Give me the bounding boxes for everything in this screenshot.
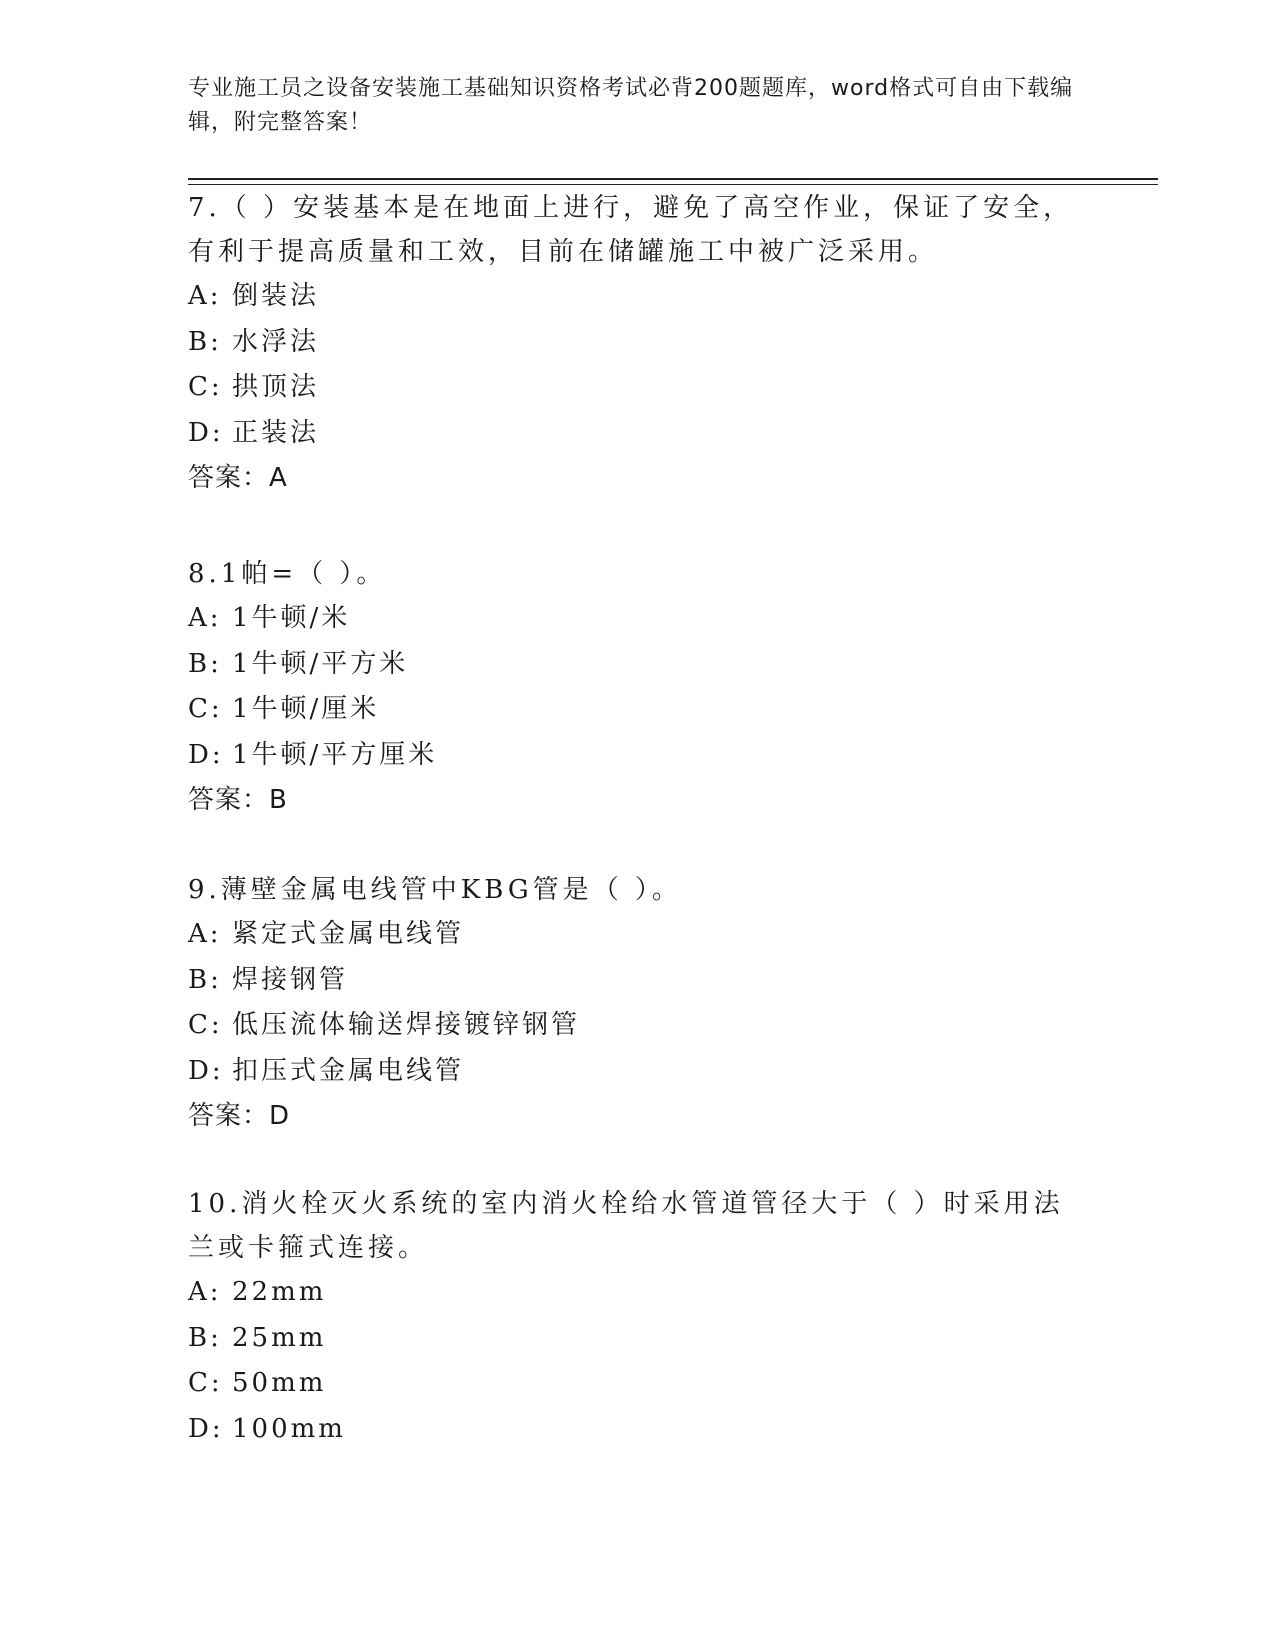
option-text: 低压流体输送焊接镀锌钢管 [232,1010,581,1040]
question-stem: 8.1帕=（ ）。 [188,559,387,589]
option-text: 22mm [232,1277,327,1307]
option-a [188,596,1088,642]
option-letter: C: [188,1010,223,1040]
option-a [188,274,1088,320]
option-text: 100mm [232,1413,346,1444]
option-text: 拱顶法 [232,372,320,402]
option-letter: B: [188,964,222,995]
option-d [188,1049,1088,1095]
option-b [188,642,1088,688]
option-d [188,733,1088,779]
option-d [188,411,1088,457]
question-8 [188,552,1088,823]
option-text: 25mm [232,1322,327,1353]
option-text: 焊接钢管 [232,964,349,995]
option-c [188,1361,1088,1407]
option-letter: C: [188,694,223,724]
option-text: 紧定式金属电线管 [232,919,465,949]
option-text: 1牛顿/平方厘米 [232,739,438,770]
option-text: 1牛顿/米 [232,603,351,633]
option-letter: A: [188,919,222,949]
option-text: 50mm [232,1368,327,1398]
question-stem: 10.消火栓灭火系统的室内消火栓给水管道管径大于（ ）时采用法兰或卡箍式连接。 [188,1189,1064,1263]
option-text: 扣压式金属电线管 [232,1055,465,1086]
option-letter: A: [188,603,222,633]
question-stem: 9.薄壁金属电线管中KBG管是（ ）。 [188,875,682,905]
header-divider-thick [188,178,1158,180]
option-letter: D: [188,1055,224,1086]
option-text: 正装法 [232,417,320,448]
option-c [188,1003,1088,1049]
answer-line: 答案：B [188,785,288,815]
option-c [188,687,1088,733]
option-d [188,1407,1088,1453]
option-letter: C: [188,1368,223,1398]
question-7 [188,186,1088,501]
option-b [188,320,1088,366]
question-stem: 7.（ ）安装基本是在地面上进行，避免了高空作业，保证了安全，有利于提高质量和工效，目前在储罐施工中被广泛采用。 [188,193,1074,267]
option-c [188,365,1088,411]
option-letter: B: [188,1322,222,1353]
question-10 [188,1182,1088,1452]
option-b [188,958,1088,1004]
option-text: 1牛顿/厘米 [232,694,380,724]
option-letter: D: [188,739,224,770]
option-letter: B: [188,326,222,357]
option-letter: C: [188,372,223,402]
option-letter: B: [188,648,222,679]
question-9 [188,868,1088,1139]
option-letter: A: [188,1277,222,1307]
option-text: 倒装法 [232,281,320,311]
option-letter: D: [188,417,224,448]
option-letter: D: [188,1413,224,1444]
option-a [188,912,1088,958]
document-header: 专业施工员之设备安装施工基础知识资格考试必背200题题库，word格式可自由下载编辑，附完整答案！ [188,76,1074,135]
answer-line: 答案：A [188,463,288,493]
header-divider-thin [188,184,1158,185]
option-text: 1牛顿/平方米 [232,648,409,679]
option-letter: A: [188,281,222,311]
option-text: 水浮法 [232,326,320,357]
option-a [188,1270,1088,1316]
option-b [188,1316,1088,1362]
answer-line: 答案：D [188,1101,291,1131]
